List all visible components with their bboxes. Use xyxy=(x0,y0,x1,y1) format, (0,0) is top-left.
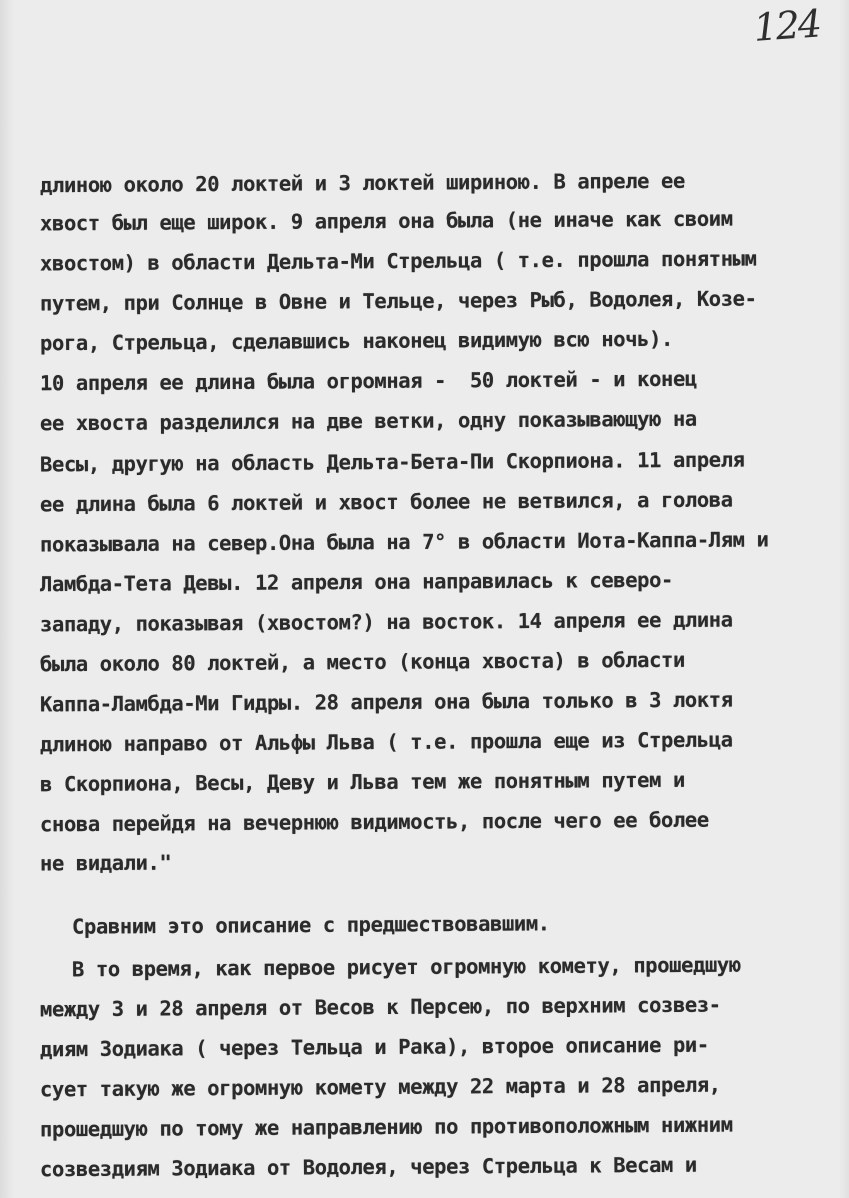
text-line: длиною около 20 локтей и 3 локтей шириною. В апреле ее xyxy=(39,168,685,198)
text-line: снова перейдя на вечернюю видимость, после чего ее более xyxy=(39,807,709,837)
text-line: хвост был еще широк. 9 апреля она была (не иначе как своим xyxy=(39,206,733,236)
text-line: между 3 и 28 апреля от Весов к Персею, по верхним созвез- xyxy=(39,992,721,1022)
text-line: рога, Стрельца, сделавшись наконец видимую всю ночь). xyxy=(39,326,674,356)
text-line: Весы, другую на область Дельта-Бета-Пи Скорпиона. 11 апреля xyxy=(39,447,745,477)
text-line: 10 апреля ее длина была огромная - 50 локтей - и конец xyxy=(39,366,697,396)
text-line: сует такую же огромную комету между 22 марта и 28 апреля, xyxy=(39,1072,721,1102)
text-line: показывала на север.Она была на 7° в области Иота-Каппа-Лям и xyxy=(39,527,769,557)
text-line: диям Зодиака ( через Тельца и Рака), второе описание ри- xyxy=(39,1032,709,1062)
text-line: не видали." xyxy=(39,850,172,876)
text-line: ее длина была 6 локтей и хвост более не ветвился, а голова xyxy=(39,487,733,517)
text-line: Сравним это описание с предшествовавшим. xyxy=(71,911,550,939)
text-line: западу, показывая (хвостом?) на восток. 14 апреля ее длина xyxy=(39,607,733,637)
text-line: хвостом) в области Дельта-Ми Стрельца ( т.е. прошла понятным xyxy=(39,246,757,276)
text-line: В то время, как первое рисует огромную комету, прошедшую xyxy=(71,952,741,982)
text-line: в Скорпиона, Весы, Деву и Льва тем же понятным путем и xyxy=(39,767,685,797)
text-line: была около 80 локтей, а место (конца хвоста) в области xyxy=(39,647,685,677)
text-line: ее хвоста разделился на две ветки, одну показывающую на xyxy=(39,406,697,436)
text-line: Каппа-Ламбда-Ми Гидры. 28 апреля она была только в 3 локтя xyxy=(39,687,733,717)
text-line: прошедшую по тому же направлению по противоположным нижним xyxy=(39,1112,733,1142)
text-line: созвездиям Зодиака от Водолея, через Стрельца к Весам и xyxy=(39,1152,697,1182)
page-number: 124 xyxy=(752,1,822,50)
text-line: Ламбда-Тета Девы. 12 апреля она направилась к северо- xyxy=(39,567,674,597)
text-line: путем, при Солнце в Овне и Тельце, через Рыб, Водолея, Козе- xyxy=(39,286,757,316)
text-line: длиною направо от Альфы Льва ( т.е. прошла еще из Стрельца xyxy=(39,727,733,757)
